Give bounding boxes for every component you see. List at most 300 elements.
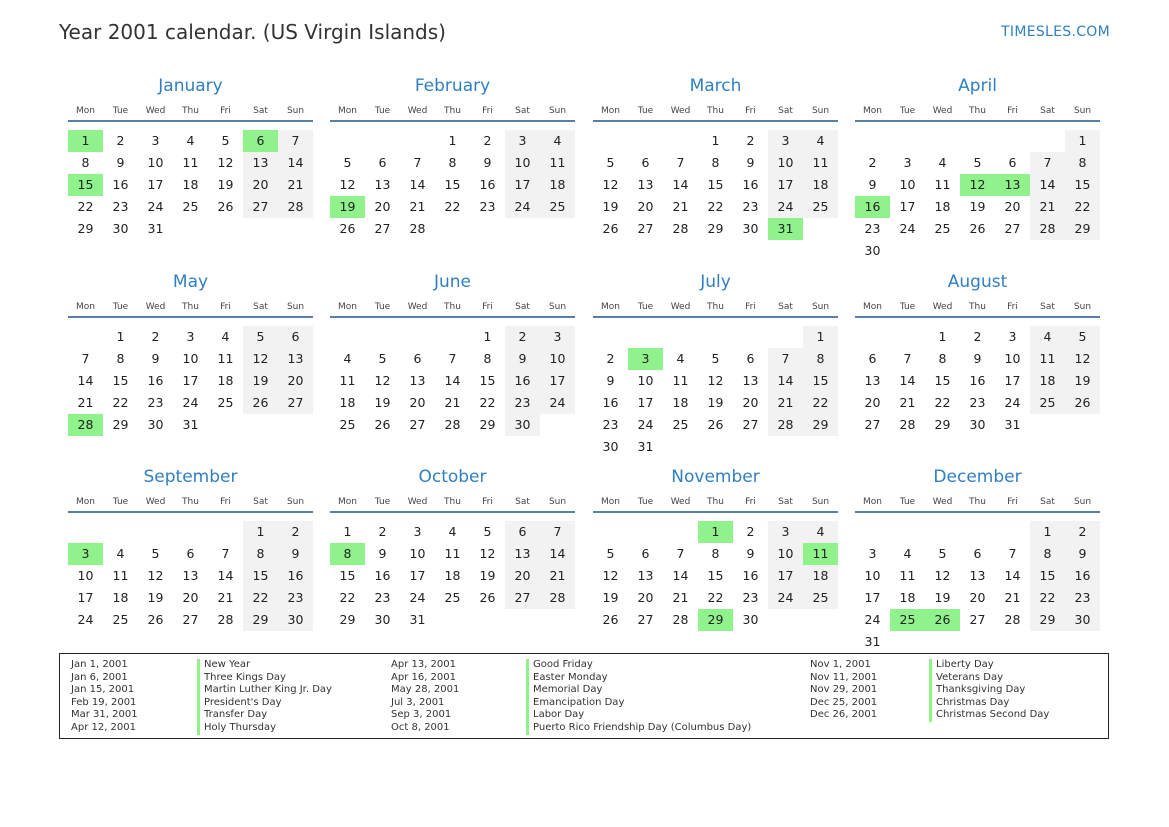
day-cell[interactable]: 6 — [278, 326, 313, 348]
day-cell[interactable]: 2 — [868, 155, 877, 170]
day-cell[interactable]: 9 — [116, 155, 125, 170]
day-cell[interactable]: 21 — [217, 590, 234, 605]
day-cell[interactable]: 17 — [768, 565, 803, 587]
day-cell[interactable]: 1 — [448, 133, 457, 148]
day-cell[interactable]: 20 — [742, 395, 759, 410]
day-cell[interactable]: 9 — [483, 155, 492, 170]
day-cell[interactable]: 8 — [711, 546, 720, 561]
day-cell[interactable]: 24 — [899, 221, 916, 236]
day-cell[interactable]: 31 — [864, 634, 881, 649]
day-cell[interactable]: 10 — [77, 568, 94, 583]
day-cell[interactable]: 10 — [540, 348, 575, 370]
day-cell[interactable]: 24 — [77, 612, 94, 627]
day-cell[interactable]: 4 — [803, 130, 838, 152]
day-cell[interactable]: 18 — [803, 174, 838, 196]
day-cell[interactable]: 17 — [864, 590, 881, 605]
day-cell[interactable]: 30 — [505, 414, 540, 436]
day-cell[interactable]: 14 — [899, 373, 916, 388]
holiday-cell[interactable]: 11 — [803, 543, 838, 565]
day-cell[interactable]: 25 — [1030, 392, 1065, 414]
day-cell[interactable]: 23 — [374, 590, 391, 605]
day-cell[interactable]: 8 — [483, 351, 492, 366]
day-cell[interactable]: 14 — [77, 373, 94, 388]
day-cell[interactable]: 12 — [147, 568, 164, 583]
day-cell[interactable]: 7 — [221, 546, 230, 561]
day-cell[interactable]: 12 — [339, 177, 356, 192]
day-cell[interactable]: 12 — [602, 177, 619, 192]
day-cell[interactable]: 8 — [1030, 543, 1065, 565]
day-cell[interactable]: 15 — [444, 177, 461, 192]
day-cell[interactable]: 15 — [243, 565, 278, 587]
day-cell[interactable]: 21 — [409, 199, 426, 214]
day-cell[interactable]: 9 — [606, 373, 615, 388]
day-cell[interactable]: 10 — [182, 351, 199, 366]
day-cell[interactable]: 11 — [803, 152, 838, 174]
day-cell[interactable]: 12 — [1065, 348, 1100, 370]
day-cell[interactable]: 20 — [637, 590, 654, 605]
day-cell[interactable]: 7 — [1030, 152, 1065, 174]
day-cell[interactable]: 25 — [182, 199, 199, 214]
day-cell[interactable]: 13 — [409, 373, 426, 388]
holiday-cell[interactable]: 25 — [890, 609, 925, 631]
day-cell[interactable]: 8 — [116, 351, 125, 366]
day-cell[interactable]: 18 — [339, 395, 356, 410]
day-cell[interactable]: 19 — [969, 199, 986, 214]
day-cell[interactable]: 4 — [221, 329, 230, 344]
day-cell[interactable]: 30 — [374, 612, 391, 627]
day-cell[interactable]: 6 — [505, 521, 540, 543]
holiday-cell[interactable]: 29 — [698, 609, 733, 631]
day-cell[interactable]: 14 — [444, 373, 461, 388]
day-cell[interactable]: 15 — [1030, 565, 1065, 587]
day-cell[interactable]: 13 — [742, 373, 759, 388]
day-cell[interactable]: 30 — [147, 417, 164, 432]
day-cell[interactable]: 9 — [151, 351, 160, 366]
day-cell[interactable]: 30 — [742, 221, 759, 236]
holiday-cell[interactable]: 1 — [698, 521, 733, 543]
day-cell[interactable]: 4 — [343, 351, 352, 366]
day-cell[interactable]: 20 — [243, 174, 278, 196]
day-cell[interactable]: 1 — [483, 329, 492, 344]
day-cell[interactable]: 27 — [409, 417, 426, 432]
day-cell[interactable]: 17 — [768, 174, 803, 196]
day-cell[interactable]: 29 — [77, 221, 94, 236]
day-cell[interactable]: 28 — [278, 196, 313, 218]
day-cell[interactable]: 31 — [409, 612, 426, 627]
day-cell[interactable]: 20 — [374, 199, 391, 214]
day-cell[interactable]: 18 — [803, 565, 838, 587]
day-cell[interactable]: 28 — [768, 414, 803, 436]
day-cell[interactable]: 2 — [378, 524, 387, 539]
day-cell[interactable]: 23 — [969, 395, 986, 410]
day-cell[interactable]: 30 — [278, 609, 313, 631]
day-cell[interactable]: 25 — [339, 417, 356, 432]
day-cell[interactable]: 27 — [637, 612, 654, 627]
day-cell[interactable]: 11 — [899, 568, 916, 583]
day-cell[interactable]: 1 — [343, 524, 352, 539]
site-link[interactable]: TIMESLES.COM — [1001, 24, 1110, 40]
day-cell[interactable]: 1 — [1030, 521, 1065, 543]
day-cell[interactable]: 30 — [602, 439, 619, 454]
day-cell[interactable]: 23 — [1065, 587, 1100, 609]
day-cell[interactable]: 7 — [413, 155, 422, 170]
day-cell[interactable]: 3 — [768, 521, 803, 543]
day-cell[interactable]: 17 — [409, 568, 426, 583]
day-cell[interactable]: 13 — [243, 152, 278, 174]
day-cell[interactable]: 3 — [151, 133, 160, 148]
day-cell[interactable]: 20 — [864, 395, 881, 410]
day-cell[interactable]: 7 — [676, 155, 685, 170]
day-cell[interactable]: 20 — [1004, 199, 1021, 214]
day-cell[interactable]: 16 — [479, 177, 496, 192]
day-cell[interactable]: 16 — [1065, 565, 1100, 587]
day-cell[interactable]: 29 — [339, 612, 356, 627]
day-cell[interactable]: 25 — [803, 196, 838, 218]
day-cell[interactable]: 7 — [278, 130, 313, 152]
day-cell[interactable]: 29 — [1030, 609, 1065, 631]
day-cell[interactable]: 18 — [444, 568, 461, 583]
day-cell[interactable]: 9 — [378, 546, 387, 561]
day-cell[interactable]: 6 — [973, 546, 982, 561]
day-cell[interactable]: 22 — [803, 392, 838, 414]
day-cell[interactable]: 12 — [934, 568, 951, 583]
day-cell[interactable]: 26 — [243, 392, 278, 414]
day-cell[interactable]: 28 — [1004, 612, 1021, 627]
day-cell[interactable]: 10 — [637, 373, 654, 388]
day-cell[interactable]: 7 — [1008, 546, 1017, 561]
day-cell[interactable]: 24 — [637, 417, 654, 432]
day-cell[interactable]: 8 — [81, 155, 90, 170]
day-cell[interactable]: 4 — [803, 521, 838, 543]
day-cell[interactable]: 27 — [742, 417, 759, 432]
day-cell[interactable]: 22 — [112, 395, 129, 410]
day-cell[interactable]: 5 — [151, 546, 160, 561]
day-cell[interactable]: 22 — [1030, 587, 1065, 609]
day-cell[interactable]: 8 — [711, 155, 720, 170]
day-cell[interactable]: 23 — [602, 417, 619, 432]
day-cell[interactable]: 5 — [243, 326, 278, 348]
day-cell[interactable]: 5 — [606, 546, 615, 561]
day-cell[interactable]: 22 — [339, 590, 356, 605]
day-cell[interactable]: 26 — [969, 221, 986, 236]
day-cell[interactable]: 4 — [540, 130, 575, 152]
day-cell[interactable]: 19 — [1065, 370, 1100, 392]
day-cell[interactable]: 5 — [378, 351, 387, 366]
day-cell[interactable]: 24 — [409, 590, 426, 605]
day-cell[interactable]: 17 — [147, 177, 164, 192]
day-cell[interactable]: 6 — [186, 546, 195, 561]
day-cell[interactable]: 13 — [637, 568, 654, 583]
day-cell[interactable]: 18 — [672, 395, 689, 410]
day-cell[interactable]: 9 — [278, 543, 313, 565]
day-cell[interactable]: 18 — [1030, 370, 1065, 392]
day-cell[interactable]: 8 — [448, 155, 457, 170]
day-cell[interactable]: 25 — [803, 587, 838, 609]
day-cell[interactable]: 29 — [707, 221, 724, 236]
day-cell[interactable]: 30 — [864, 243, 881, 258]
day-cell[interactable]: 5 — [221, 133, 230, 148]
day-cell[interactable]: 23 — [147, 395, 164, 410]
day-cell[interactable]: 21 — [77, 395, 94, 410]
holiday-cell[interactable]: 31 — [768, 218, 803, 240]
day-cell[interactable]: 25 — [934, 221, 951, 236]
day-cell[interactable]: 5 — [973, 155, 982, 170]
day-cell[interactable]: 2 — [505, 326, 540, 348]
day-cell[interactable]: 3 — [505, 130, 540, 152]
day-cell[interactable]: 18 — [540, 174, 575, 196]
day-cell[interactable]: 6 — [413, 351, 422, 366]
day-cell[interactable]: 18 — [934, 199, 951, 214]
day-cell[interactable]: 5 — [483, 524, 492, 539]
day-cell[interactable]: 10 — [768, 543, 803, 565]
day-cell[interactable]: 15 — [112, 373, 129, 388]
day-cell[interactable]: 12 — [243, 348, 278, 370]
day-cell[interactable]: 6 — [868, 351, 877, 366]
day-cell[interactable]: 1 — [1065, 130, 1100, 152]
day-cell[interactable]: 21 — [899, 395, 916, 410]
day-cell[interactable]: 12 — [374, 373, 391, 388]
day-cell[interactable]: 20 — [182, 590, 199, 605]
day-cell[interactable]: 29 — [479, 417, 496, 432]
day-cell[interactable]: 25 — [672, 417, 689, 432]
day-cell[interactable]: 27 — [243, 196, 278, 218]
day-cell[interactable]: 22 — [77, 199, 94, 214]
day-cell[interactable]: 5 — [606, 155, 615, 170]
day-cell[interactable]: 12 — [707, 373, 724, 388]
day-cell[interactable]: 21 — [1004, 590, 1021, 605]
day-cell[interactable]: 11 — [672, 373, 689, 388]
day-cell[interactable]: 4 — [1030, 326, 1065, 348]
day-cell[interactable]: 26 — [707, 417, 724, 432]
day-cell[interactable]: 17 — [1004, 373, 1021, 388]
day-cell[interactable]: 4 — [676, 351, 685, 366]
day-cell[interactable]: 28 — [672, 612, 689, 627]
day-cell[interactable]: 28 — [540, 587, 575, 609]
day-cell[interactable]: 20 — [409, 395, 426, 410]
day-cell[interactable]: 11 — [934, 177, 951, 192]
day-cell[interactable]: 2 — [746, 524, 755, 539]
holiday-cell[interactable]: 15 — [68, 174, 103, 196]
day-cell[interactable]: 24 — [147, 199, 164, 214]
day-cell[interactable]: 25 — [112, 612, 129, 627]
day-cell[interactable]: 2 — [606, 351, 615, 366]
day-cell[interactable]: 20 — [278, 370, 313, 392]
day-cell[interactable]: 7 — [903, 351, 912, 366]
day-cell[interactable]: 10 — [768, 152, 803, 174]
day-cell[interactable]: 26 — [1065, 392, 1100, 414]
day-cell[interactable]: 21 — [768, 392, 803, 414]
day-cell[interactable]: 13 — [864, 373, 881, 388]
day-cell[interactable]: 24 — [182, 395, 199, 410]
day-cell[interactable]: 13 — [969, 568, 986, 583]
day-cell[interactable]: 11 — [217, 351, 234, 366]
day-cell[interactable]: 5 — [938, 546, 947, 561]
day-cell[interactable]: 24 — [540, 392, 575, 414]
day-cell[interactable]: 9 — [505, 348, 540, 370]
day-cell[interactable]: 26 — [339, 221, 356, 236]
day-cell[interactable]: 9 — [973, 351, 982, 366]
day-cell[interactable]: 19 — [602, 199, 619, 214]
day-cell[interactable]: 4 — [116, 546, 125, 561]
day-cell[interactable]: 6 — [378, 155, 387, 170]
day-cell[interactable]: 30 — [1065, 609, 1100, 631]
day-cell[interactable]: 19 — [217, 177, 234, 192]
day-cell[interactable]: 14 — [768, 370, 803, 392]
day-cell[interactable]: 28 — [217, 612, 234, 627]
day-cell[interactable]: 25 — [444, 590, 461, 605]
day-cell[interactable]: 31 — [147, 221, 164, 236]
day-cell[interactable]: 30 — [112, 221, 129, 236]
day-cell[interactable]: 20 — [505, 565, 540, 587]
day-cell[interactable]: 21 — [672, 199, 689, 214]
day-cell[interactable]: 11 — [1030, 348, 1065, 370]
day-cell[interactable]: 17 — [899, 199, 916, 214]
holiday-cell[interactable]: 8 — [330, 543, 365, 565]
holiday-cell[interactable]: 3 — [68, 543, 103, 565]
day-cell[interactable]: 29 — [934, 417, 951, 432]
day-cell[interactable]: 3 — [413, 524, 422, 539]
day-cell[interactable]: 22 — [707, 199, 724, 214]
day-cell[interactable]: 14 — [1004, 568, 1021, 583]
day-cell[interactable]: 14 — [217, 568, 234, 583]
day-cell[interactable]: 22 — [444, 199, 461, 214]
day-cell[interactable]: 14 — [672, 177, 689, 192]
day-cell[interactable]: 21 — [1030, 196, 1065, 218]
day-cell[interactable]: 28 — [444, 417, 461, 432]
holiday-cell[interactable]: 26 — [925, 609, 960, 631]
day-cell[interactable]: 26 — [479, 590, 496, 605]
day-cell[interactable]: 17 — [77, 590, 94, 605]
day-cell[interactable]: 3 — [186, 329, 195, 344]
day-cell[interactable]: 17 — [540, 370, 575, 392]
day-cell[interactable]: 20 — [969, 590, 986, 605]
day-cell[interactable]: 24 — [505, 196, 540, 218]
day-cell[interactable]: 14 — [540, 543, 575, 565]
day-cell[interactable]: 24 — [864, 612, 881, 627]
day-cell[interactable]: 2 — [116, 133, 125, 148]
day-cell[interactable]: 15 — [707, 568, 724, 583]
day-cell[interactable]: 26 — [374, 417, 391, 432]
day-cell[interactable]: 28 — [409, 221, 426, 236]
day-cell[interactable]: 23 — [278, 587, 313, 609]
day-cell[interactable]: 21 — [672, 590, 689, 605]
day-cell[interactable]: 15 — [934, 373, 951, 388]
day-cell[interactable]: 27 — [864, 417, 881, 432]
day-cell[interactable]: 3 — [768, 130, 803, 152]
day-cell[interactable]: 21 — [278, 174, 313, 196]
day-cell[interactable]: 9 — [746, 546, 755, 561]
day-cell[interactable]: 3 — [1008, 329, 1017, 344]
day-cell[interactable]: 21 — [540, 565, 575, 587]
holiday-cell[interactable]: 13 — [995, 174, 1030, 196]
day-cell[interactable]: 26 — [147, 612, 164, 627]
day-cell[interactable]: 6 — [1008, 155, 1017, 170]
day-cell[interactable]: 6 — [641, 546, 650, 561]
day-cell[interactable]: 13 — [637, 177, 654, 192]
day-cell[interactable]: 7 — [676, 546, 685, 561]
day-cell[interactable]: 17 — [505, 174, 540, 196]
holiday-cell[interactable]: 3 — [628, 348, 663, 370]
day-cell[interactable]: 10 — [147, 155, 164, 170]
day-cell[interactable]: 1 — [116, 329, 125, 344]
day-cell[interactable]: 23 — [742, 199, 759, 214]
day-cell[interactable]: 2 — [746, 133, 755, 148]
day-cell[interactable]: 15 — [1065, 174, 1100, 196]
day-cell[interactable]: 18 — [112, 590, 129, 605]
day-cell[interactable]: 7 — [768, 348, 803, 370]
day-cell[interactable]: 22 — [934, 395, 951, 410]
day-cell[interactable]: 16 — [374, 568, 391, 583]
day-cell[interactable]: 21 — [444, 395, 461, 410]
day-cell[interactable]: 7 — [448, 351, 457, 366]
day-cell[interactable]: 19 — [243, 370, 278, 392]
day-cell[interactable]: 19 — [374, 395, 391, 410]
day-cell[interactable]: 8 — [243, 543, 278, 565]
day-cell[interactable]: 14 — [409, 177, 426, 192]
day-cell[interactable]: 31 — [182, 417, 199, 432]
day-cell[interactable]: 29 — [243, 609, 278, 631]
day-cell[interactable]: 11 — [339, 373, 356, 388]
day-cell[interactable]: 25 — [540, 196, 575, 218]
day-cell[interactable]: 9 — [868, 177, 877, 192]
day-cell[interactable]: 13 — [505, 543, 540, 565]
day-cell[interactable]: 28 — [1030, 218, 1065, 240]
day-cell[interactable]: 4 — [448, 524, 457, 539]
day-cell[interactable]: 1 — [711, 133, 720, 148]
day-cell[interactable]: 3 — [868, 546, 877, 561]
day-cell[interactable]: 26 — [602, 221, 619, 236]
day-cell[interactable]: 23 — [112, 199, 129, 214]
holiday-cell[interactable]: 16 — [855, 196, 890, 218]
day-cell[interactable]: 28 — [899, 417, 916, 432]
day-cell[interactable]: 13 — [278, 348, 313, 370]
day-cell[interactable]: 3 — [540, 326, 575, 348]
day-cell[interactable]: 12 — [479, 546, 496, 561]
day-cell[interactable]: 8 — [938, 351, 947, 366]
day-cell[interactable]: 6 — [746, 351, 755, 366]
day-cell[interactable]: 31 — [1004, 417, 1021, 432]
day-cell[interactable]: 16 — [505, 370, 540, 392]
day-cell[interactable]: 22 — [479, 395, 496, 410]
day-cell[interactable]: 14 — [672, 568, 689, 583]
day-cell[interactable]: 15 — [479, 373, 496, 388]
day-cell[interactable]: 15 — [707, 177, 724, 192]
day-cell[interactable]: 13 — [374, 177, 391, 192]
day-cell[interactable]: 27 — [1004, 221, 1021, 236]
day-cell[interactable]: 27 — [374, 221, 391, 236]
day-cell[interactable]: 19 — [602, 590, 619, 605]
day-cell[interactable]: 23 — [479, 199, 496, 214]
day-cell[interactable]: 19 — [479, 568, 496, 583]
day-cell[interactable]: 16 — [147, 373, 164, 388]
day-cell[interactable]: 29 — [803, 414, 838, 436]
day-cell[interactable]: 2 — [151, 329, 160, 344]
day-cell[interactable]: 10 — [1004, 351, 1021, 366]
day-cell[interactable]: 30 — [742, 612, 759, 627]
day-cell[interactable]: 9 — [746, 155, 755, 170]
day-cell[interactable]: 3 — [903, 155, 912, 170]
day-cell[interactable]: 7 — [540, 521, 575, 543]
day-cell[interactable]: 22 — [1065, 196, 1100, 218]
day-cell[interactable]: 9 — [1065, 543, 1100, 565]
day-cell[interactable]: 1 — [243, 521, 278, 543]
holiday-cell[interactable]: 1 — [68, 130, 103, 152]
day-cell[interactable]: 5 — [711, 351, 720, 366]
day-cell[interactable]: 18 — [182, 177, 199, 192]
day-cell[interactable]: 27 — [278, 392, 313, 414]
day-cell[interactable]: 2 — [973, 329, 982, 344]
day-cell[interactable]: 24 — [768, 587, 803, 609]
